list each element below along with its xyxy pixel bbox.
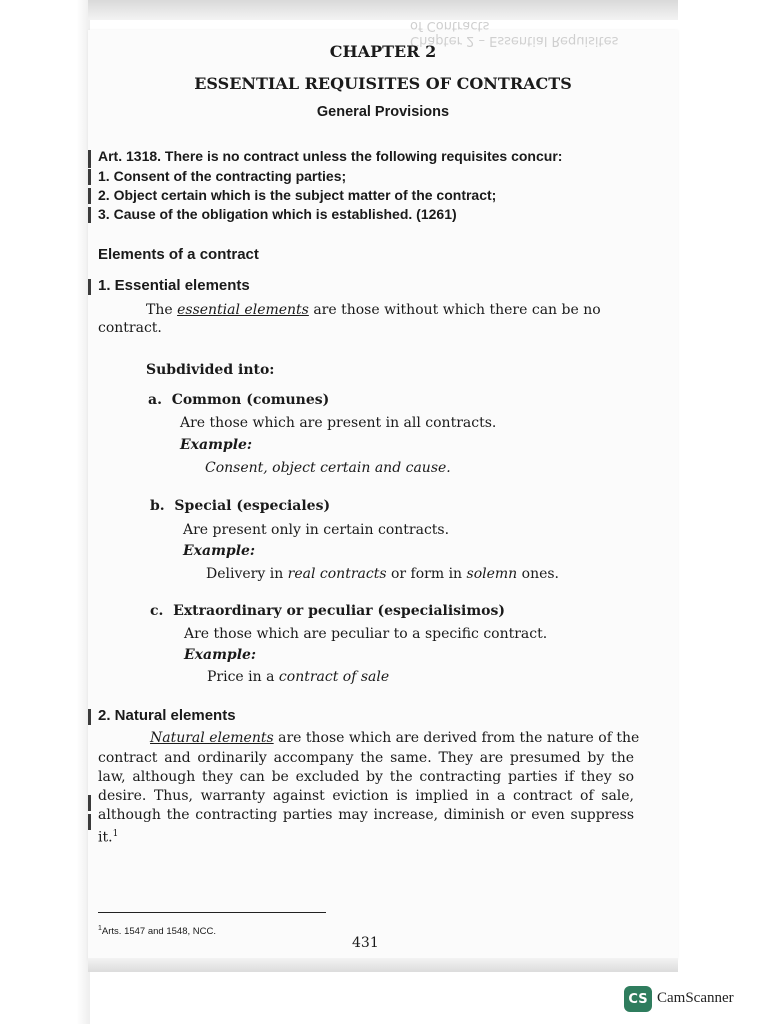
example-fragment: Price in a [207, 669, 279, 685]
camscanner-logo-icon: CS [624, 986, 652, 1012]
section-subtitle: General Provisions [316, 104, 450, 120]
margin-mark [88, 709, 91, 725]
example-fragment: real contracts [287, 566, 387, 582]
example-fragment: Delivery in [206, 566, 288, 582]
kind-letter: b. [150, 498, 165, 514]
margin-mark [88, 814, 91, 830]
essential-definition [146, 302, 601, 318]
kind-letter: a. [148, 392, 162, 408]
item-text: Cause of the obligation which is established. (1261) [113, 206, 457, 222]
footnote-marker: 1 [98, 925, 102, 932]
item-number: 3. [98, 206, 110, 222]
paragraph-line: law, although they can be excluded by the contracting parties if they so [98, 769, 634, 785]
elements-heading: Elements of a contract [98, 246, 259, 263]
definition-text: are those without which there can be no [308, 302, 601, 318]
kind-description: Are present only in certain contracts. [183, 522, 450, 538]
margin-mark [88, 279, 91, 295]
kind-description: Are those which are peculiar to a specific contract. [184, 626, 548, 642]
subdivided-label: Subdivided into: [146, 362, 275, 378]
scan-top-edge [88, 0, 678, 20]
example-fragment: or form in [386, 566, 467, 582]
article-heading: Art. 1318. There is no contract unless the following requisites concur: [98, 148, 563, 164]
margin-mark [88, 188, 91, 204]
paragraph-end: it. [98, 829, 113, 846]
natural-definition-body [98, 749, 634, 848]
kind-description: Are those which are present in all contracts. [180, 415, 497, 431]
kind-name: Common (comunes) [171, 392, 330, 408]
item-text: Object certain which is the subject matter of the contract; [113, 187, 497, 203]
example-fragment: contract of sale [278, 669, 390, 685]
margin-mark [88, 207, 91, 223]
kind-heading [148, 392, 329, 408]
example-fragment: ones. [517, 566, 560, 582]
paragraph-line: desire. Thus, warranty against eviction is implied in a contract of sale, [98, 788, 634, 804]
bleed-through-text: Chapter 2 – Essential Requisites of Contracts [410, 18, 619, 48]
paragraph-line: although the contracting parties may increase, diminish or even suppress [98, 807, 634, 823]
item-text: Consent of the contracting parties; [113, 168, 347, 184]
footnote [98, 925, 216, 937]
margin-mark [88, 169, 91, 185]
kind-letter: c. [150, 603, 164, 619]
example-text [207, 669, 389, 685]
kind-heading [150, 498, 330, 514]
paragraph-line: contract and ordinarily accompany the same. They are presumed by the [98, 750, 634, 766]
example-text [206, 566, 559, 582]
item-number: 1. [98, 168, 110, 184]
definition-text: are those which are derived from the nature of the [273, 730, 640, 746]
page-number: 431 [352, 935, 379, 951]
kind-name: Special (especiales) [174, 498, 331, 514]
camscanner-label: CamScanner [657, 990, 734, 1006]
margin-mark [88, 150, 91, 168]
item-number: 2. [98, 187, 110, 203]
essential-definition-cont: contract. [98, 320, 162, 336]
natural-term: Natural elements [150, 730, 274, 746]
footnote-text: Arts. 1547 and 1548, NCC. [101, 926, 216, 938]
example-label: Example: [184, 647, 257, 663]
footnote-rule [98, 912, 326, 913]
paragraph-line [98, 825, 634, 848]
chapter-title: ESSENTIAL REQUISITES OF CONTRACTS [194, 74, 572, 93]
essential-term: essential elements [177, 302, 309, 318]
margin-mark [88, 795, 91, 811]
example-fragment: solemn [466, 566, 518, 582]
kind-name: Extraordinary or peculiar (especialisimos) [173, 603, 506, 619]
requisite-item [98, 187, 496, 203]
scan-left-edge [0, 0, 90, 1024]
footnote-ref: 1 [112, 829, 119, 839]
essential-elements-heading: 1. Essential elements [98, 277, 250, 294]
requisite-item [98, 206, 457, 222]
natural-definition [150, 730, 639, 746]
example-text: Consent, object certain and cause. [205, 460, 451, 476]
chapter-number: CHAPTER 2 [329, 42, 437, 61]
requisite-item [98, 168, 346, 184]
kind-heading [150, 603, 505, 619]
scan-bottom-edge [88, 958, 678, 972]
definition-text: The [146, 302, 178, 318]
example-label: Example: [183, 543, 256, 559]
example-label: Example: [180, 437, 253, 453]
natural-elements-heading: 2. Natural elements [98, 707, 236, 724]
